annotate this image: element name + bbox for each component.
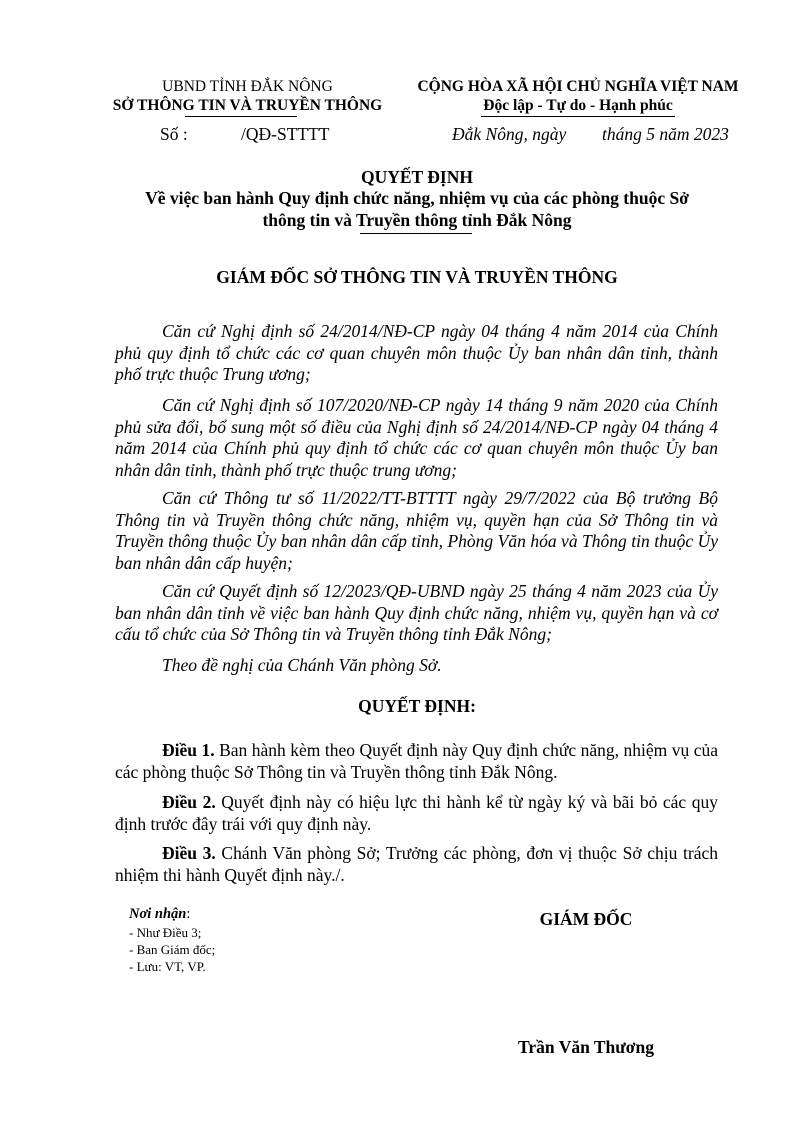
agency-line1: UBND TỈNH ĐẮK NÔNG — [162, 78, 333, 95]
article-2-text: Quyết định này có hiệu lực thi hành kể từ ngày ký và bãi bỏ các quy định trước đây trái với quy định này. — [115, 792, 719, 834]
article-2 — [115, 792, 718, 835]
subject-line2: thông tin và Truyền thông tỉnh Đắk Nông — [262, 209, 572, 230]
place-date-suffix: tháng 5 năm 2023 — [602, 124, 729, 144]
preamble-paragraph-2: Căn cứ Nghị định số 107/2020/NĐ-CP ngày 14 tháng 9 năm 2020 của Chính phủ sửa đổi, bổ sung một số điều của Nghị định số 24/2014/NĐ-CP ngày 04 tháng 4 năm 2014 của Chính phủ quy định tổ chức các cơ quan chuyên môn thuộc Ủy ban nhân dân tỉnh, thành phố trực thuộc trung ương; — [115, 395, 718, 480]
article-1 — [115, 740, 718, 783]
recipients-block — [129, 905, 215, 975]
article-1-text: Ban hành kèm theo Quyết định này Quy định chức năng, nhiệm vụ của các phòng thuộc Sở Thông tin và Truyền thông tỉnh Đắk Nông. — [115, 740, 719, 782]
document-number-label: Số : — [160, 124, 188, 144]
subject-line1: Về việc ban hành Quy định chức năng, nhiệm vụ của các phòng thuộc Sở — [145, 188, 689, 208]
decision-title: QUYẾT ĐỊNH — [361, 167, 473, 187]
decision-heading: QUYẾT ĐỊNH: — [358, 696, 476, 716]
article-3-text: Chánh Văn phòng Sở; Trưởng các phòng, đơn vị thuộc Sở chịu trách nhiệm thi hành Quyết định này./. — [115, 843, 718, 885]
recipients-colon: : — [186, 906, 191, 922]
decision-subject — [90, 188, 744, 231]
article-1-label: Điều 1. — [162, 740, 215, 760]
preamble-paragraph-1: Căn cứ Nghị định số 24/2014/NĐ-CP ngày 04 tháng 4 năm 2014 của Chính phủ quy định tổ chức các cơ quan chuyên môn thuộc Ủy ban nhân dân tỉnh, thành phố trực thuộc Trung ương; — [115, 321, 718, 385]
recipients-label: Nơi nhận — [129, 906, 187, 922]
title-underline — [360, 233, 472, 234]
agency-underline — [185, 116, 297, 117]
recipient-item: - Như Điều 3; — [129, 925, 202, 940]
country-block — [402, 77, 754, 115]
place-date-prefix: Đắk Nông, ngày — [452, 124, 567, 144]
issuing-authority: GIÁM ĐỐC SỞ THÔNG TIN VÀ TRUYỀN THÔNG — [216, 267, 618, 287]
preamble-paragraph-3: Căn cứ Thông tư số 11/2022/TT-BTTTT ngày 29/7/2022 của Bộ trưởng Bộ Thông tin và Truyền thông chức năng, nhiệm vụ, quyền hạn của Sở Thông tin và Truyền thông thuộc Ủy ban nhân dân cấp tỉnh, Phòng Văn hóa và Thông tin thuộc Ủy ban nhân dân cấp huyện; — [115, 488, 718, 573]
preamble-paragraph-4: Căn cứ Quyết định số 12/2023/QĐ-UBND ngày 25 tháng 4 năm 2023 của Ủy ban nhân dân tỉnh về việc ban hành Quy định chức năng, nhiệm vụ, quyền hạn và cơ cấu tổ chức của Sở Thông tin và Truyền thông tỉnh Đắk Nông; — [115, 581, 718, 645]
preamble-paragraph-5: Theo đề nghị của Chánh Văn phòng Sở. — [162, 655, 442, 675]
motto-underline — [481, 116, 675, 117]
article-3 — [115, 843, 718, 886]
country-line1: CỘNG HÒA XÃ HỘI CHỦ NGHĨA VIỆT NAM — [417, 78, 739, 95]
signer-title: GIÁM ĐỐC — [539, 909, 633, 929]
recipient-item: - Ban Giám đốc; — [129, 942, 216, 957]
signer-name: Trần Văn Thương — [518, 1037, 654, 1057]
article-3-label: Điều 3. — [162, 843, 216, 863]
country-line2: Độc lập - Tự do - Hạnh phúc — [483, 97, 673, 114]
recipient-item: - Lưu: VT, VP. — [129, 959, 206, 974]
agency-block — [100, 77, 395, 115]
recipients-heading — [129, 905, 215, 924]
article-2-label: Điều 2. — [162, 792, 216, 812]
document-number-suffix: /QĐ-STTTT — [241, 124, 330, 144]
agency-line2: SỞ THÔNG TIN VÀ TRUYỀN THÔNG — [112, 97, 383, 114]
